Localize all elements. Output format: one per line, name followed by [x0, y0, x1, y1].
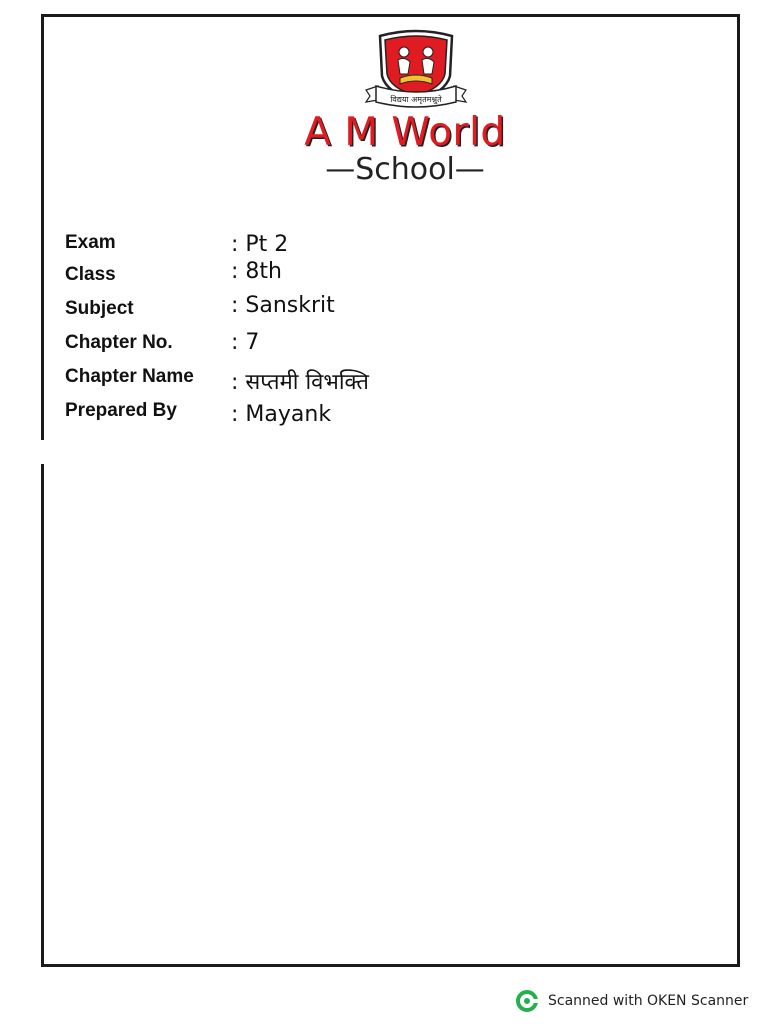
oken-scanner-icon [516, 990, 538, 1012]
detail-value: : Mayank [231, 402, 332, 427]
detail-label: Exam [65, 232, 116, 253]
school-crest-logo [360, 28, 472, 114]
school-name-top: A M World [304, 110, 506, 155]
detail-value: : सप्तमी विभक्ति [231, 370, 369, 395]
detail-row-class [65, 259, 665, 292]
detail-row-chapter-name [65, 364, 665, 394]
detail-value: : Sanskrit [231, 293, 335, 318]
detail-row-subject [65, 293, 665, 326]
school-name-bottom: —School— [325, 152, 485, 187]
detail-value: : 8th [231, 259, 282, 284]
school-name [270, 110, 540, 188]
detail-label: Chapter Name [65, 366, 194, 387]
detail-row-prepared-by [65, 398, 665, 428]
detail-value: : 7 [231, 330, 260, 355]
detail-label: Prepared By [65, 400, 177, 421]
detail-row-exam [65, 230, 665, 260]
crest-motto: विद्यया अमृतमश्नुते [390, 95, 442, 104]
detail-value: : Pt 2 [231, 232, 289, 257]
border-gap [34, 440, 44, 464]
scanner-watermark-text: Scanned with OKEN Scanner [548, 993, 749, 1009]
detail-label: Chapter No. [65, 332, 173, 353]
detail-label: Subject [65, 298, 134, 319]
scanner-watermark [516, 990, 748, 1012]
detail-label: Class [65, 264, 116, 285]
detail-row-chapter-no [65, 330, 665, 360]
